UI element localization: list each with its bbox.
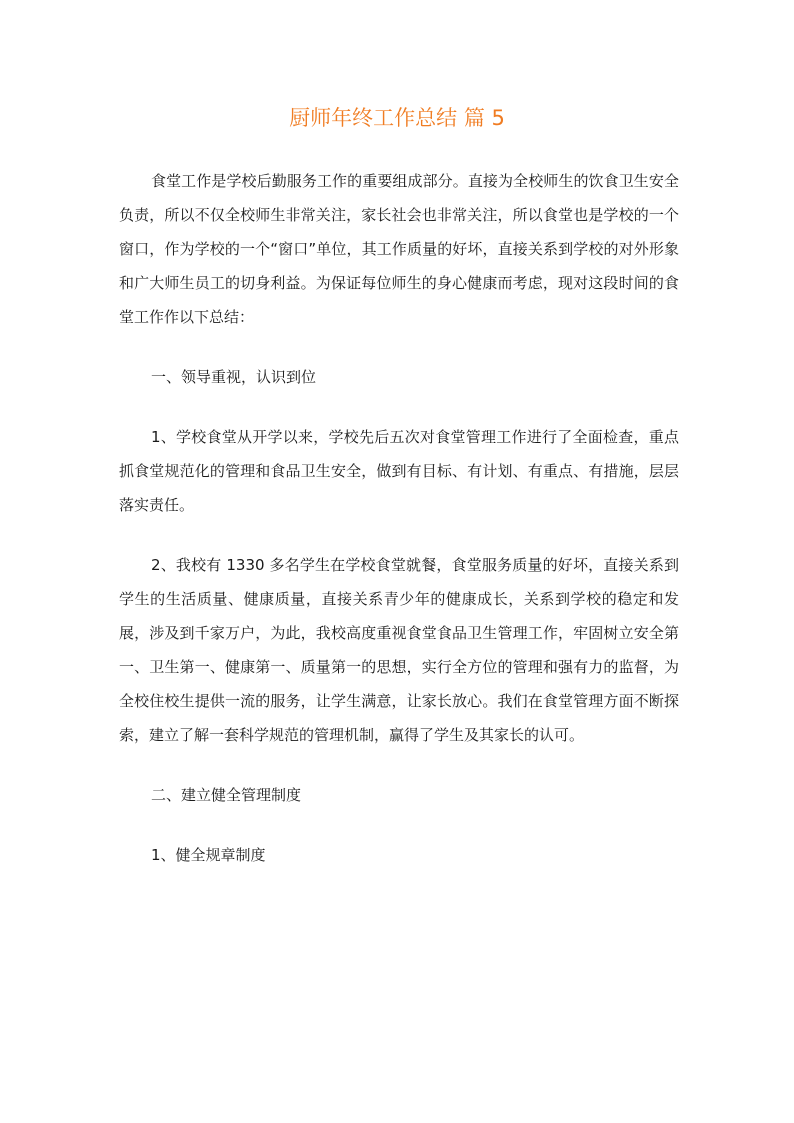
document-body [119,164,679,898]
document-title: 厨师年终工作总结 篇 5 [289,106,505,130]
section-2-item-1: 1、健全规章制度 [151,846,266,864]
section-1-item-2: 2、我校有 1330 多名学生在学校食堂就餐，食堂服务质量的好坏，直接关系到学生的生活质量、健康质量，直接关系青少年的健康成长，关系到学校的稳定和发展，涉及到千家万户，为此，我校高度重视食堂食品卫生管理工作，牢固树立安全第一、卫生第一、健康第一、质量第一的思想，实行全方位的管理和强有力的监督，为全校住校生提供一流的服务，让学生满意，让家长放心。我们在食堂管理方面不断探索，建立了解一套科学规范的管理机制，赢得了学生及其家长的认可。 [119,556,679,744]
section-heading-1: 一、领导重视，认识到位 [151,368,317,386]
intro-paragraph: 食堂工作是学校后勤服务工作的重要组成部分。直接为全校师生的饮食卫生安全负责，所以不仅全校师生非常关注，家长社会也非常关注，所以食堂也是学校的一个窗口，作为学校的一个“窗口”单位，其工作质量的好坏，直接关系到学校的对外形象和广大师生员工的切身利益。为保证每位师生的身心健康而考虑，现对这段时间的食堂工作作以下总结： [119,172,679,326]
section-heading-2: 二、建立健全管理制度 [151,786,302,804]
section-1-item-1: 1、学校食堂从开学以来，学校先后五次对食堂管理工作进行了全面检查，重点抓食堂规范化的管理和食品卫生安全，做到有目标、有计划、有重点、有措施，层层落实责任。 [119,428,679,514]
